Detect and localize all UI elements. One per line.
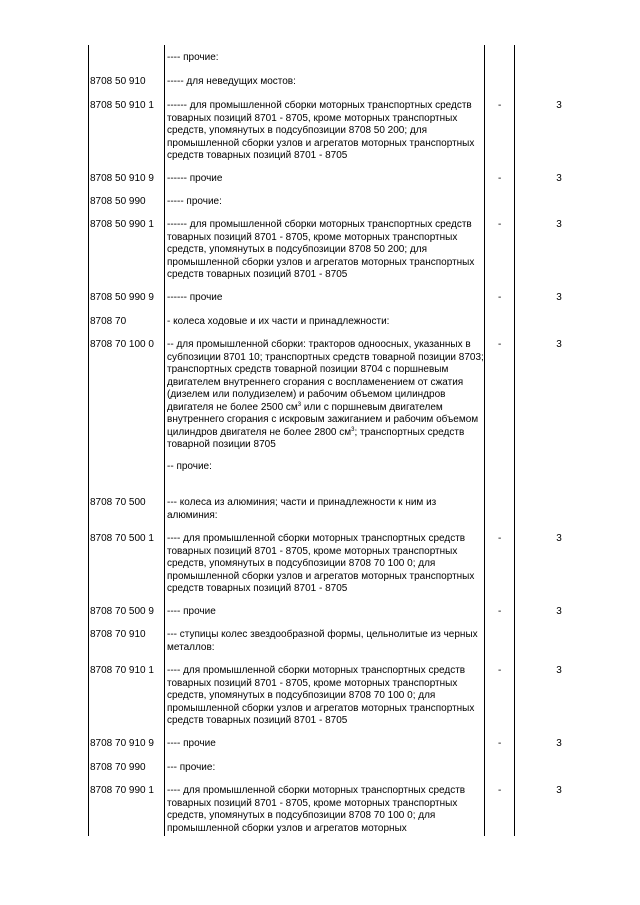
table-row: [88, 731, 640, 755]
table-row: [88, 166, 640, 189]
row-code: 8708 70 500 9: [90, 606, 154, 617]
row-description: ---- прочие: [167, 738, 216, 749]
row-rate: 3: [556, 665, 562, 676]
row-description: --- прочие:: [167, 762, 216, 773]
row-unit: -: [498, 738, 502, 749]
table-row: [88, 332, 640, 490]
table-row: [88, 93, 640, 166]
row-rate: 3: [556, 173, 562, 184]
description-paragraph: [167, 339, 487, 452]
table-row: [88, 309, 640, 332]
row-code: 8708 50 990 9: [90, 292, 154, 303]
row-rate: 3: [556, 738, 562, 749]
row-unit: -: [498, 665, 502, 676]
row-unit: -: [498, 606, 502, 617]
row-unit: -: [498, 785, 502, 796]
row-description: ------ прочие: [167, 173, 223, 184]
row-unit: -: [498, 292, 502, 303]
row-code: 8708 70 910 9: [90, 738, 154, 749]
row-code: 8708 50 910 9: [90, 173, 154, 184]
row-description: ---- для промышленной сборки моторных транспортных средств товарных позиций 8701 - 8705, кроме моторных транспортных средств, упомянутых в подсубпозиции 8708 70 100 0; для промышленной сборки узлов и агрегатов моторных: [167, 785, 466, 834]
table-row: [88, 285, 640, 309]
table-row: [88, 45, 640, 69]
row-unit: -: [498, 100, 502, 111]
table-row: [88, 189, 640, 212]
row-code: 8708 70 100 0: [90, 339, 154, 350]
table-row: [88, 599, 640, 622]
tariff-table: [88, 45, 640, 834]
row-description: ---- для промышленной сборки моторных транспортных средств товарных позиций 8701 - 8705, кроме моторных транспортных средств, упомянутых в подсубпозиции 8708 70 100 0; для промышленной сборки узлов и агрегатов моторных транспортных средств товарных позиций 8701 - 8705: [167, 533, 475, 594]
table-row: [88, 755, 640, 778]
row-description: ----- прочие:: [167, 196, 222, 207]
row-rate: 3: [556, 606, 562, 617]
row-description: ------ для промышленной сборки моторных транспортных средств товарных позиций 8701 - 8705, кроме моторных транспортных средств, упомянутых в подсубпозиции 8708 50 200; для промышленной сборки узлов и агрегатов моторных транспортных средств товарных позиций 8701 - 8705: [167, 219, 475, 280]
row-description: ---- прочие:: [167, 52, 219, 63]
table-row: [88, 69, 640, 93]
row-description: ------ прочие: [167, 292, 223, 303]
subheading-other: [167, 461, 487, 474]
row-rate: 3: [556, 785, 562, 796]
row-rate: 3: [556, 100, 562, 111]
row-description: ----- для неведущих мостов:: [167, 76, 296, 87]
row-unit: -: [498, 339, 502, 350]
row-unit: -: [498, 533, 502, 544]
superscript: 3: [297, 401, 302, 408]
row-code: 8708 70: [90, 316, 127, 327]
row-code: 8708 70 910 1: [90, 665, 154, 676]
row-description: --- ступицы колес звездообразной формы, цельнолитые из черных металлов:: [167, 629, 478, 653]
row-rate: 3: [556, 533, 562, 544]
table-row: [88, 526, 640, 599]
row-code: 8708 70 990: [90, 762, 146, 773]
row-code: 8708 70 500 1: [90, 533, 154, 544]
description-text: или с поршневым двигателем внутреннего сгорания с искровым зажиганием и рабочим объемом цилиндров двигателя не более 2800 см: [167, 401, 479, 438]
description-text: ; транспортных средств товарной позиции 8705: [167, 426, 465, 450]
row-rate: 3: [556, 339, 562, 350]
row-unit: -: [498, 219, 502, 230]
row-description: - колеса ходовые и их части и принадлежности:: [167, 316, 390, 327]
table-row: [88, 490, 640, 526]
row-description: ---- для промышленной сборки моторных транспортных средств товарных позиций 8701 - 8705, кроме моторных транспортных средств, упомянутых в подсубпозиции 8708 70 100 0; для промышленной сборки узлов и агрегатов моторных транспортных средств товарных позиций 8701 - 8705: [167, 665, 475, 726]
row-rate: 3: [556, 219, 562, 230]
row-code: 8708 50 910 1: [90, 100, 154, 111]
row-rate: 3: [556, 292, 562, 303]
description-text: -- прочие:: [167, 460, 212, 472]
table-row: [88, 212, 640, 285]
row-code: 8708 50 910: [90, 76, 146, 87]
row-description: ---- прочие: [167, 606, 216, 617]
row-description: --- колеса из алюминия; части и принадлежности к ним из алюминия:: [167, 497, 437, 521]
row-description: ------ для промышленной сборки моторных транспортных средств товарных позиций 8701 - 8705, кроме моторных транспортных средств, упомянутых в подсубпозиции 8708 50 200; для промышленной сборки узлов и агрегатов моторных транспортных средств товарных позиций 8701 - 8705: [167, 100, 475, 161]
row-code: 8708 50 990 1: [90, 219, 154, 230]
table-row: [88, 622, 640, 658]
row-code: 8708 70 910: [90, 629, 146, 640]
table-row: [88, 778, 640, 834]
row-code: 8708 70 990 1: [90, 785, 154, 796]
row-code: 8708 70 500: [90, 497, 146, 508]
superscript: 3: [351, 426, 355, 433]
row-code: 8708 50 990: [90, 196, 146, 207]
row-description: [167, 339, 487, 473]
description-text: -- для промышленной сборки: тракторов одноосных, указанных в субпозиции 8701 10; транспортных средств товарной позиции 8703; транспортных средств товарной позиции 8704 с поршневым двигателем внутреннего сгорания с воспламенением от сжатия (дизелем или полудизелем) и рабочим объемом цилиндров двигателя не более 2500 см: [167, 339, 484, 413]
row-unit: -: [498, 173, 502, 184]
table-row: [88, 658, 640, 731]
